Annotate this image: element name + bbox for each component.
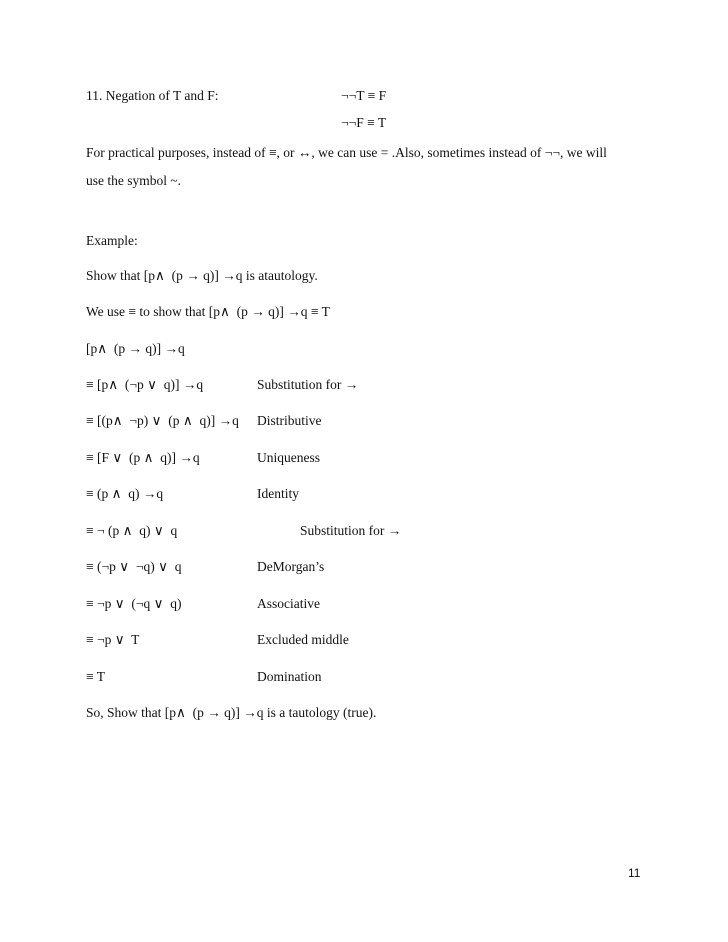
step-rule: Excluded middle — [257, 632, 349, 647]
negation-label: 11. Negation of T and F: — [86, 88, 219, 103]
step-rule: Distributive — [257, 413, 322, 428]
step-expression: ≡ [F ∨ (p ∧ q)] →q — [86, 450, 200, 465]
page-number: 11 — [628, 866, 641, 880]
step-expression: ≡ ¬p ∨ T — [86, 632, 140, 647]
we-use-statement: We use ≡ to show that [p∧ (p → q)] →q ≡ T — [86, 304, 330, 319]
step-expression: ≡ [p∧ (¬p ∨ q)] →q — [86, 377, 204, 392]
step-expression: ≡ (¬p ∨ ¬q) ∨ q — [86, 559, 182, 574]
step-expression: ≡ [(p∧ ¬p) ∨ (p ∧ q)] →q — [86, 413, 239, 428]
step-rule: Domination — [257, 669, 322, 684]
step-rule: Associative — [257, 596, 320, 611]
step-expression: ≡ (p ∧ q) →q — [86, 486, 164, 501]
conclusion: So, Show that [p∧ (p → q)] →q is a tautology (true). — [86, 705, 377, 720]
step-rule: Substitution for → — [300, 523, 402, 538]
start-expression: [p∧ (p → q)] →q — [86, 341, 185, 356]
negation-equation-2: ¬¬F ≡ T — [341, 115, 387, 130]
step-rule: DeMorgan’s — [257, 559, 325, 574]
step-expression: ≡ ¬ (p ∧ q) ∨ q — [86, 523, 178, 538]
practical-note-line-2: use the symbol ~. — [86, 173, 182, 188]
practical-note-line-1: For practical purposes, instead of ≡, or ↔, we can use = .Also, sometimes instead of ¬¬, we will — [86, 145, 607, 160]
step-rule: Identity — [257, 486, 299, 501]
show-that-statement: Show that [p∧ (p → q)] →q is atautology. — [86, 268, 318, 283]
example-heading: Example: — [86, 233, 138, 248]
step-expression: ≡ T — [86, 669, 105, 684]
step-rule: Substitution for → — [257, 377, 359, 392]
step-rule: Uniqueness — [257, 450, 320, 465]
negation-equation-1: ¬¬T ≡ F — [341, 88, 387, 103]
step-expression: ≡ ¬p ∨ (¬q ∨ q) — [86, 596, 182, 611]
